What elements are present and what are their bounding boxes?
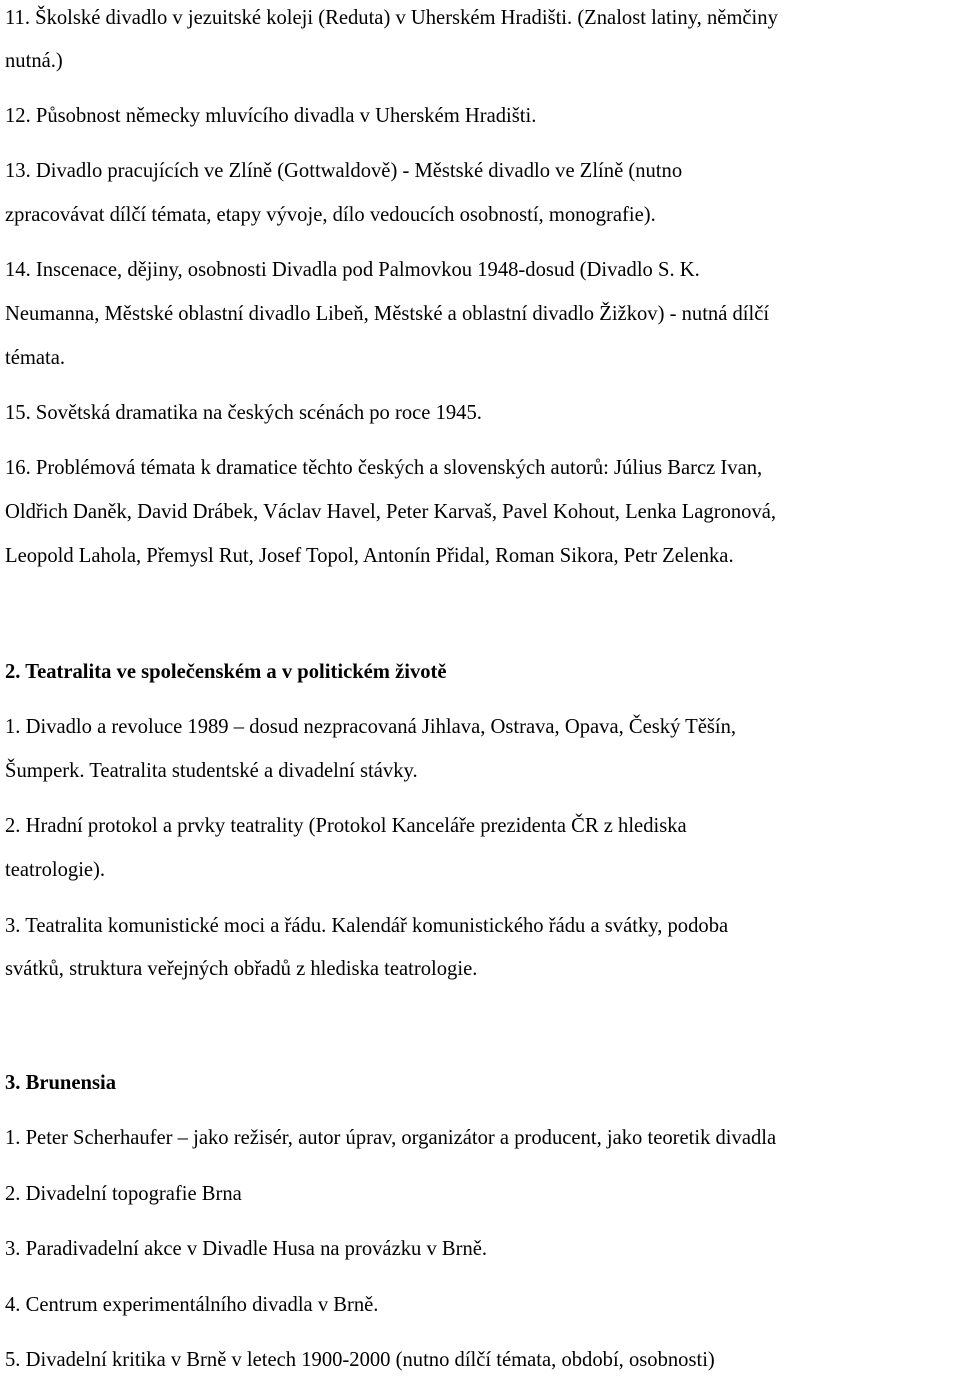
s3-item-5: 5. Divadelní kritika v Brně v letech 1900-2000 (nutno dílčí témata, období, osobnosti) (5, 1349, 715, 1371)
s2-item-3-line-2: svátků, struktura veřejných obřadů z hlediska teatrologie. (5, 958, 478, 980)
item-11-line-2: nutná.) (5, 50, 63, 72)
s2-item-3-line-1: 3. Teatralita komunistické moci a řádu. Kalendář komunistického řádu a svátky, podoba (5, 915, 729, 937)
item-15-line-1: 15. Sovětská dramatika na českých scénách po roce 1945. (5, 402, 482, 424)
item-12-line-1: 12. Působnost německy mluvícího divadla v Uherském Hradišti. (5, 105, 537, 127)
item-16-line-2: Oldřich Daněk, David Drábek, Václav Havel, Peter Karvaš, Pavel Kohout, Lenka Lagronová, (5, 501, 777, 523)
item-13-line-1: 13. Divadlo pracujících ve Zlíně (Gottwaldově) - Městské divadlo ve Zlíně (nutno (5, 160, 683, 182)
s2-item-1-line-1: 1. Divadlo a revoluce 1989 – dosud nezpracovaná Jihlava, Ostrava, Opava, Český Těšín, (5, 716, 737, 738)
item-14-line-1: 14. Inscenace, dějiny, osobnosti Divadla pod Palmovkou 1948-dosud (Divadlo S. K. (5, 259, 700, 281)
s3-item-4: 4. Centrum experimentálního divadla v Brně. (5, 1294, 379, 1316)
item-16-line-3: Leopold Lahola, Přemysl Rut, Josef Topol, Antonín Přidal, Roman Sikora, Petr Zelenka. (5, 545, 734, 567)
s2-item-2-line-1: 2. Hradní protokol a prvky teatrality (Protokol Kanceláře prezidenta ČR z hlediska (5, 815, 687, 837)
section-3-heading: 3. Brunensia (5, 1072, 117, 1094)
item-11-line-1: 11. Školské divadlo v jezuitské koleji (Reduta) v Uherském Hradišti. (Znalost latiny, němčiny (5, 7, 778, 29)
section-2-heading: 2. Teatralita ve společenském a v politickém životě (5, 661, 447, 683)
s3-item-1: 1. Peter Scherhaufer – jako režisér, autor úprav, organizátor a producent, jako teoretik divadla (5, 1127, 777, 1149)
item-14-line-2: Neumanna, Městské oblastní divadlo Libeň, Městské a oblastní divadlo Žižkov) - nutná dílčí (5, 303, 770, 325)
item-14-line-3: témata. (5, 347, 66, 369)
item-16-line-1: 16. Problémová témata k dramatice těchto českých a slovenských autorů: Július Barcz Ivan, (5, 457, 763, 479)
s3-item-3: 3. Paradivadelní akce v Divadle Husa na provázku v Brně. (5, 1238, 488, 1260)
s2-item-2-line-2: teatrologie). (5, 859, 106, 881)
item-13-line-2: zpracovávat dílčí témata, etapy vývoje, dílo vedoucích osobností, monografie). (5, 204, 656, 226)
s2-item-1-line-2: Šumperk. Teatralita studentské a divadelní stávky. (5, 760, 418, 782)
s3-item-2: 2. Divadelní topografie Brna (5, 1183, 242, 1205)
